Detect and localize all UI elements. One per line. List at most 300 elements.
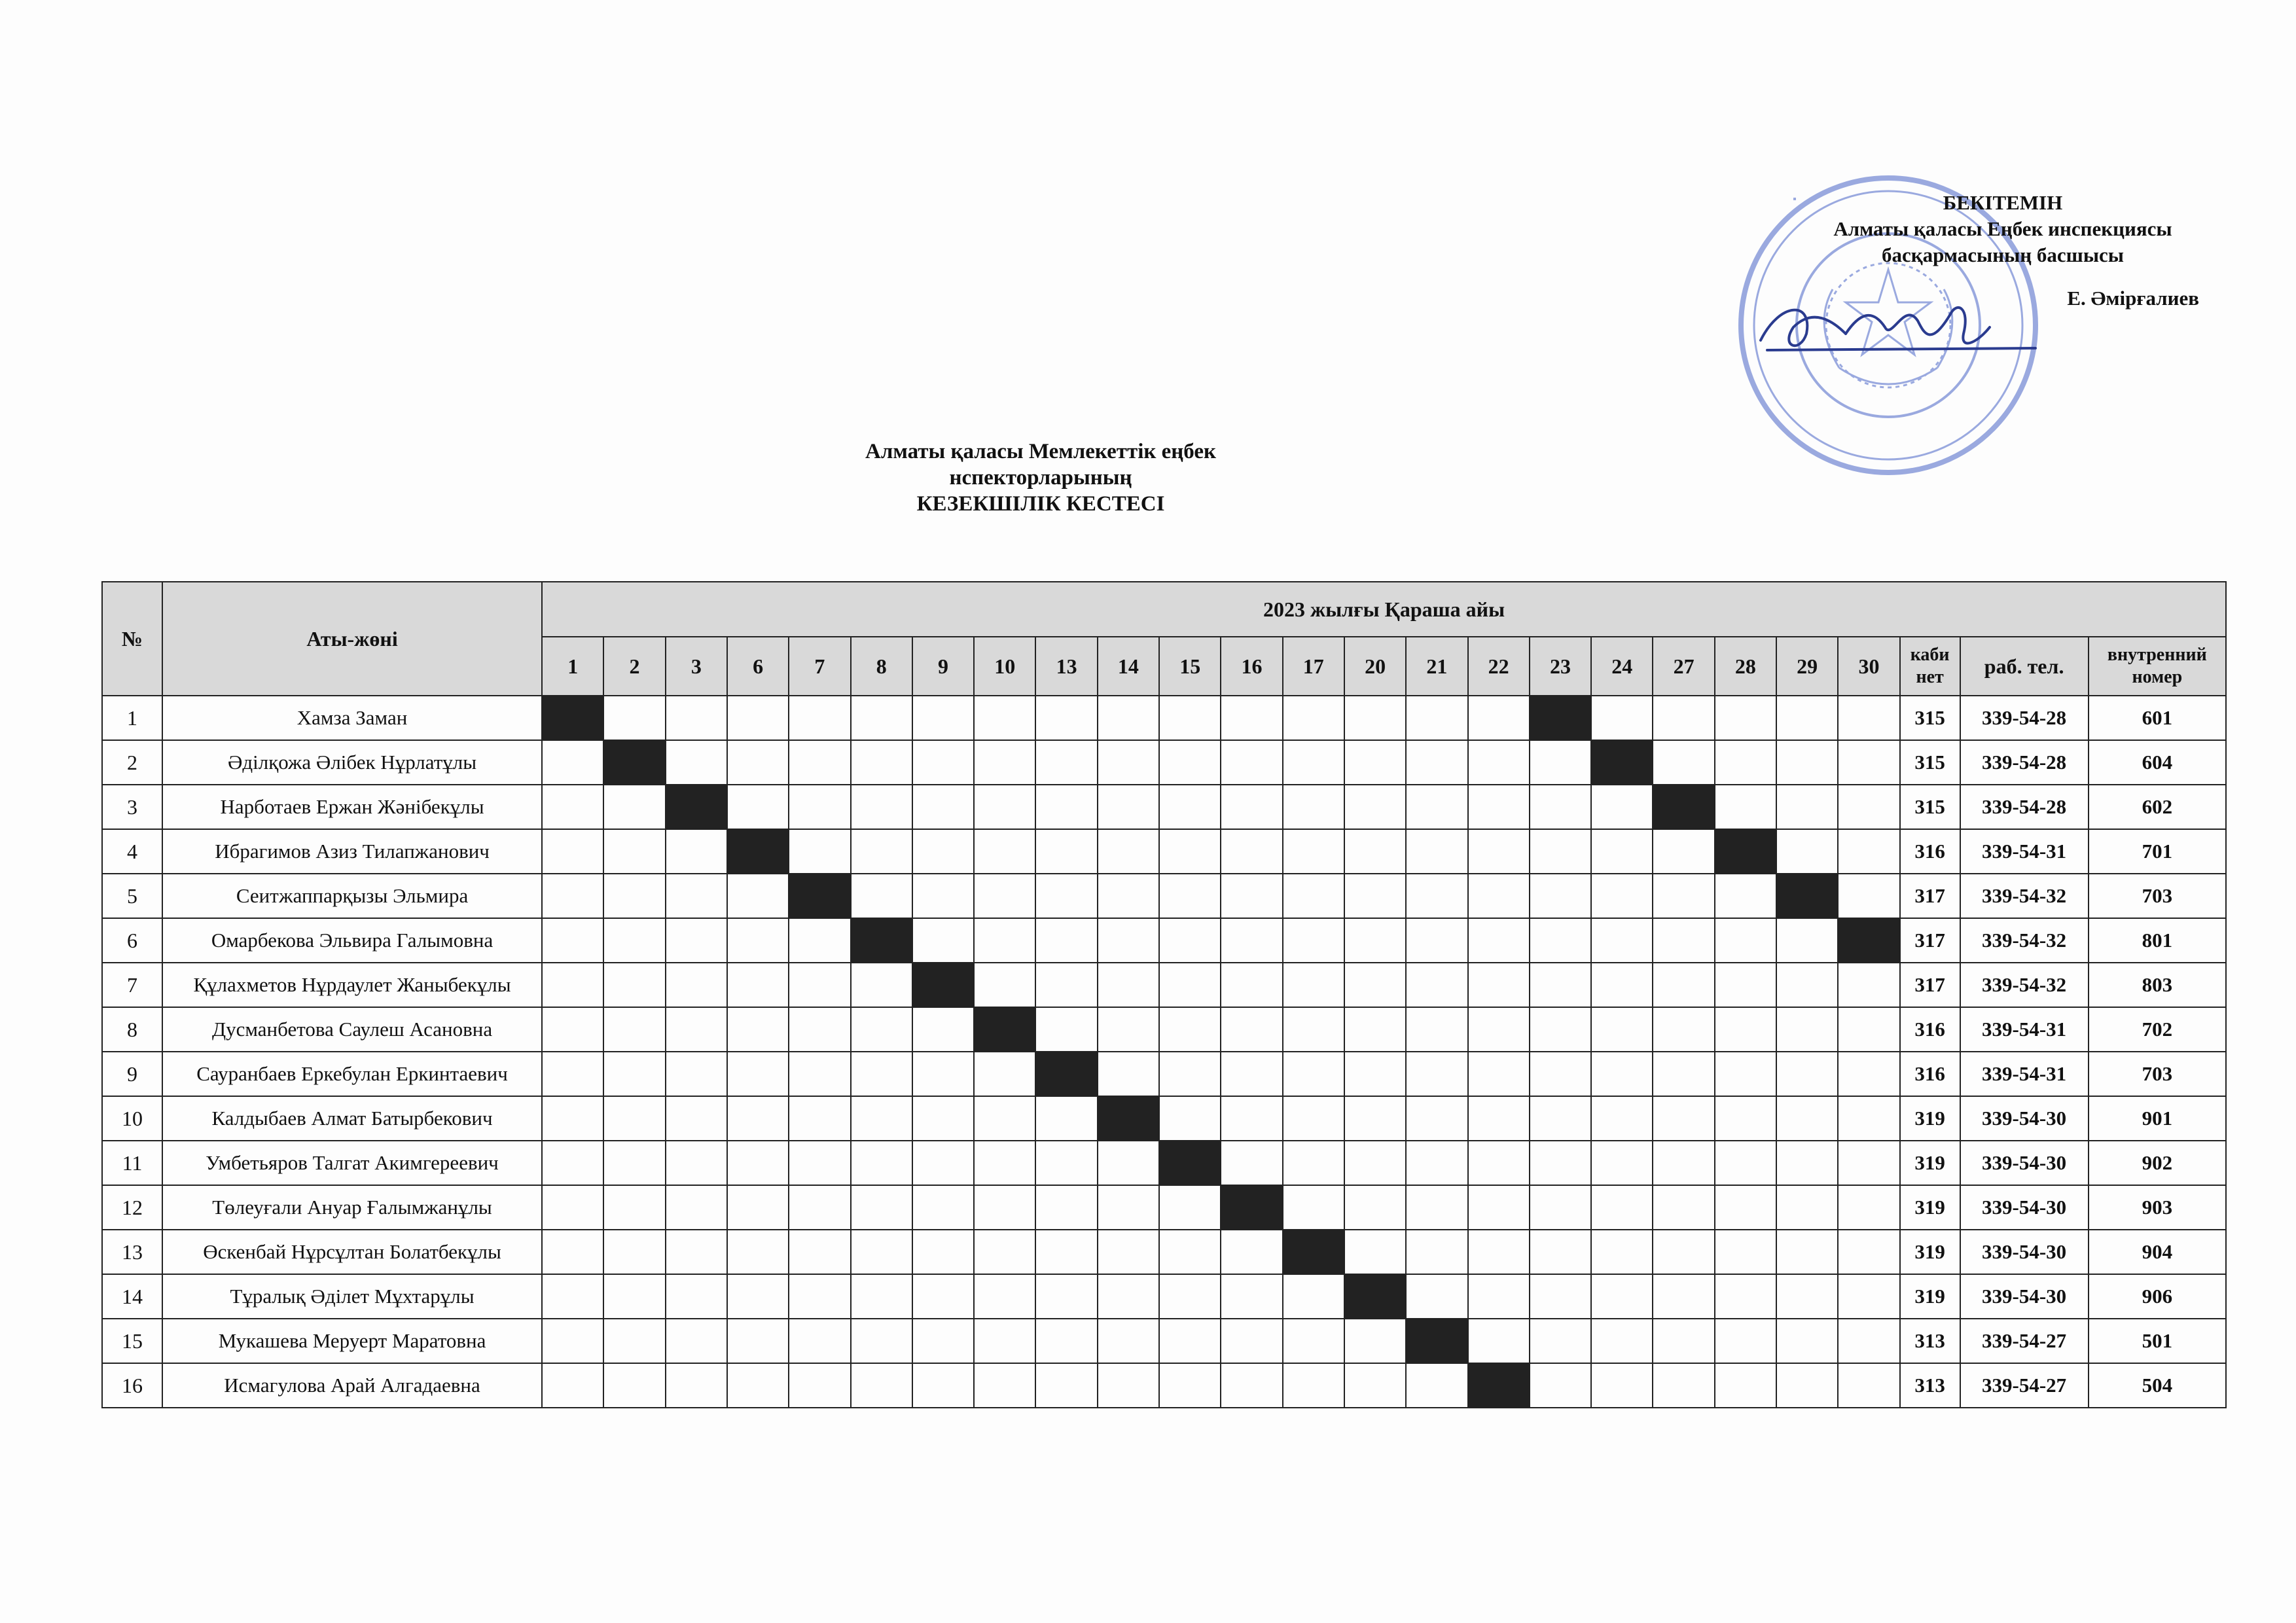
work-phone: 339-54-30 (1960, 1274, 2089, 1319)
duty-cell-empty (1468, 1052, 1530, 1096)
duty-cell-empty (542, 785, 603, 829)
duty-cell-empty (1344, 740, 1406, 785)
duty-cell-empty (1035, 696, 1097, 740)
duty-cell-empty (727, 1363, 789, 1408)
table-row (102, 1230, 2226, 1274)
duty-cell-empty (1715, 1274, 1776, 1319)
duty-cell-empty (912, 1096, 974, 1141)
duty-cell-empty (1283, 1096, 1344, 1141)
duty-cell-empty (789, 1274, 850, 1319)
duty-cell-empty (1283, 696, 1344, 740)
duty-cell-empty (666, 829, 727, 874)
inspector-name: Өскенбай Нұрсұлтан Болатбекұлы (162, 1230, 542, 1274)
duty-cell-filled (1591, 740, 1653, 785)
duty-cell-empty (542, 1141, 603, 1185)
header-day: 15 (1159, 637, 1221, 696)
duty-cell-empty (1530, 963, 1591, 1007)
duty-cell-empty (1530, 1007, 1591, 1052)
internal-number: 703 (2089, 874, 2226, 918)
duty-cell-empty (1221, 829, 1282, 874)
duty-cell-empty (1653, 1052, 1714, 1096)
work-phone: 339-54-31 (1960, 1007, 2089, 1052)
duty-cell-empty (1221, 1319, 1282, 1363)
duty-cell-empty (542, 1052, 603, 1096)
duty-cell-empty (1653, 963, 1714, 1007)
duty-cell-empty (1653, 829, 1714, 874)
duty-cell-empty (1530, 740, 1591, 785)
duty-cell-empty (912, 785, 974, 829)
cabinet-number: 319 (1900, 1096, 1960, 1141)
duty-cell-empty (1221, 1096, 1282, 1141)
duty-cell-empty (1159, 963, 1221, 1007)
duty-cell-empty (1098, 1052, 1159, 1096)
document-title (707, 438, 1374, 517)
duty-cell-empty (1098, 1230, 1159, 1274)
duty-cell-empty (974, 696, 1035, 740)
table-row (102, 696, 2226, 740)
duty-cell-empty (1283, 1052, 1344, 1096)
duty-cell-empty (1344, 1007, 1406, 1052)
duty-cell-empty (1468, 740, 1530, 785)
duty-cell-empty (1468, 829, 1530, 874)
duty-cell-empty (1035, 874, 1097, 918)
duty-cell-empty (666, 1052, 727, 1096)
duty-cell-empty (1468, 1319, 1530, 1363)
table-row (102, 874, 2226, 918)
duty-cell-empty (1468, 874, 1530, 918)
duty-cell-empty (1283, 1319, 1344, 1363)
table-row (102, 1141, 2226, 1185)
duty-cell-empty (1591, 1096, 1653, 1141)
inspector-name: Ибрагимов Азиз Тилапжанович (162, 829, 542, 874)
duty-cell-empty (1591, 1230, 1653, 1274)
duty-cell-empty (1591, 1007, 1653, 1052)
duty-cell-empty (1283, 1141, 1344, 1185)
duty-cell-empty (789, 696, 850, 740)
duty-cell-empty (1221, 1230, 1282, 1274)
duty-cell-empty (1035, 963, 1097, 1007)
duty-cell-empty (1406, 963, 1467, 1007)
duty-cell-empty (1406, 785, 1467, 829)
duty-cell-empty (603, 1007, 665, 1052)
duty-cell-empty (1715, 1096, 1776, 1141)
duty-cell-empty (1035, 1096, 1097, 1141)
header-day: 27 (1653, 637, 1714, 696)
duty-cell-empty (1344, 874, 1406, 918)
duty-cell-filled (1035, 1052, 1097, 1096)
inspector-name: Тұралық Әділет Мұхтарұлы (162, 1274, 542, 1319)
duty-cell-empty (912, 1185, 974, 1230)
duty-cell-empty (851, 1185, 912, 1230)
duty-cell-empty (1653, 740, 1714, 785)
duty-cell-empty (603, 1141, 665, 1185)
duty-cell-empty (1530, 1185, 1591, 1230)
work-phone: 339-54-30 (1960, 1096, 2089, 1141)
cabinet-number: 319 (1900, 1274, 1960, 1319)
row-number: 10 (102, 1096, 162, 1141)
duty-cell-empty (1838, 785, 1899, 829)
duty-cell-empty (912, 874, 974, 918)
duty-cell-empty (1653, 1185, 1714, 1230)
row-number: 7 (102, 963, 162, 1007)
duty-cell-empty (789, 1319, 850, 1363)
duty-cell-empty (1653, 1230, 1714, 1274)
duty-cell-empty (1776, 1319, 1838, 1363)
duty-cell-empty (727, 1141, 789, 1185)
duty-cell-empty (1159, 1230, 1221, 1274)
duty-cell-empty (1591, 1185, 1653, 1230)
duty-cell-empty (1344, 829, 1406, 874)
header-day: 3 (666, 637, 727, 696)
row-number: 1 (102, 696, 162, 740)
duty-cell-empty (1591, 1274, 1653, 1319)
duty-cell-empty (1035, 829, 1097, 874)
duty-cell-empty (1159, 1007, 1221, 1052)
duty-cell-filled (666, 785, 727, 829)
duty-cell-empty (1715, 1230, 1776, 1274)
duty-cell-empty (1776, 1185, 1838, 1230)
duty-cell-empty (727, 740, 789, 785)
duty-cell-empty (1653, 918, 1714, 963)
work-phone: 339-54-31 (1960, 829, 2089, 874)
duty-cell-empty (1283, 963, 1344, 1007)
duty-cell-empty (974, 874, 1035, 918)
cabinet-number: 315 (1900, 785, 1960, 829)
internal-number: 601 (2089, 696, 2226, 740)
duty-cell-empty (1591, 1319, 1653, 1363)
cabinet-number: 313 (1900, 1363, 1960, 1408)
duty-cell-empty (1591, 1052, 1653, 1096)
work-phone: 339-54-30 (1960, 1230, 2089, 1274)
duty-cell-empty (912, 1141, 974, 1185)
duty-cell-empty (603, 874, 665, 918)
duty-cell-empty (1530, 785, 1591, 829)
duty-schedule-table (101, 581, 2227, 1408)
duty-cell-empty (727, 1230, 789, 1274)
duty-cell-empty (1221, 1052, 1282, 1096)
duty-cell-empty (851, 1007, 912, 1052)
duty-cell-empty (603, 785, 665, 829)
duty-cell-empty (1283, 829, 1344, 874)
duty-cell-empty (974, 1363, 1035, 1408)
duty-cell-empty (1468, 696, 1530, 740)
duty-cell-empty (666, 1319, 727, 1363)
duty-cell-empty (1715, 1141, 1776, 1185)
duty-cell-empty (1221, 785, 1282, 829)
duty-cell-empty (1530, 1096, 1591, 1141)
duty-cell-empty (1159, 1319, 1221, 1363)
duty-cell-empty (851, 785, 912, 829)
row-number: 5 (102, 874, 162, 918)
duty-cell-filled (974, 1007, 1035, 1052)
cabinet-number: 316 (1900, 1052, 1960, 1096)
duty-cell-empty (603, 1319, 665, 1363)
duty-cell-empty (851, 1319, 912, 1363)
duty-cell-empty (1344, 1363, 1406, 1408)
cabinet-number: 317 (1900, 874, 1960, 918)
duty-cell-empty (1283, 1363, 1344, 1408)
duty-cell-empty (1653, 874, 1714, 918)
duty-cell-empty (912, 1007, 974, 1052)
duty-cell-empty (542, 1007, 603, 1052)
duty-cell-empty (1468, 1185, 1530, 1230)
duty-cell-empty (1838, 874, 1899, 918)
duty-cell-filled (1468, 1363, 1530, 1408)
duty-cell-empty (1159, 829, 1221, 874)
duty-cell-empty (1468, 1141, 1530, 1185)
duty-cell-empty (1035, 1363, 1097, 1408)
work-phone: 339-54-28 (1960, 785, 2089, 829)
cabinet-number: 313 (1900, 1319, 1960, 1363)
approval-heading: БЕКІТЕМІН (1943, 191, 2063, 214)
duty-cell-empty (1653, 1274, 1714, 1319)
duty-cell-empty (1468, 963, 1530, 1007)
approval-line-2: басқармасының басшысы (1881, 243, 2125, 266)
table-row (102, 1185, 2226, 1230)
duty-cell-empty (1035, 1230, 1097, 1274)
table-row (102, 1319, 2226, 1363)
table-row (102, 963, 2226, 1007)
duty-cell-empty (1035, 1185, 1097, 1230)
duty-cell-empty (666, 1185, 727, 1230)
duty-cell-empty (542, 963, 603, 1007)
duty-cell-empty (1838, 1319, 1899, 1363)
duty-cell-empty (542, 1319, 603, 1363)
duty-cell-empty (1159, 1185, 1221, 1230)
work-phone: 339-54-32 (1960, 963, 2089, 1007)
duty-cell-empty (666, 1363, 727, 1408)
duty-cell-empty (1098, 918, 1159, 963)
duty-cell-empty (603, 829, 665, 874)
row-number: 2 (102, 740, 162, 785)
duty-cell-empty (1406, 1096, 1467, 1141)
duty-cell-empty (542, 874, 603, 918)
duty-cell-empty (727, 1319, 789, 1363)
duty-cell-empty (1406, 1230, 1467, 1274)
duty-cell-empty (542, 1274, 603, 1319)
duty-cell-empty (727, 696, 789, 740)
internal-number: 604 (2089, 740, 2226, 785)
duty-cell-empty (727, 874, 789, 918)
duty-cell-empty (974, 1185, 1035, 1230)
cabinet-number: 316 (1900, 1007, 1960, 1052)
duty-cell-empty (1838, 1096, 1899, 1141)
duty-cell-empty (1098, 874, 1159, 918)
duty-cell-empty (727, 785, 789, 829)
header-day: 23 (1530, 637, 1591, 696)
duty-cell-empty (1776, 963, 1838, 1007)
duty-cell-empty (1715, 1363, 1776, 1408)
duty-cell-empty (1776, 740, 1838, 785)
duty-cell-empty (1035, 1007, 1097, 1052)
internal-number: 504 (2089, 1363, 2226, 1408)
duty-cell-empty (789, 1141, 850, 1185)
duty-cell-empty (727, 963, 789, 1007)
header-internal: внутренний номер (2089, 637, 2226, 696)
duty-cell-empty (1468, 1230, 1530, 1274)
duty-cell-empty (1591, 874, 1653, 918)
duty-cell-empty (1591, 918, 1653, 963)
duty-cell-empty (974, 918, 1035, 963)
header-day: 9 (912, 637, 974, 696)
duty-cell-empty (1159, 1052, 1221, 1096)
duty-cell-empty (789, 1185, 850, 1230)
duty-cell-empty (1406, 740, 1467, 785)
duty-cell-empty (1776, 1052, 1838, 1096)
duty-cell-empty (1344, 963, 1406, 1007)
duty-cell-empty (1283, 918, 1344, 963)
duty-cell-empty (666, 918, 727, 963)
header-day: 1 (542, 637, 603, 696)
duty-cell-empty (1035, 740, 1097, 785)
duty-cell-empty (603, 1274, 665, 1319)
duty-cell-filled (1159, 1141, 1221, 1185)
duty-cell-empty (1098, 1007, 1159, 1052)
duty-cell-empty (974, 1319, 1035, 1363)
table-row (102, 1007, 2226, 1052)
duty-cell-filled (603, 740, 665, 785)
duty-cell-empty (1159, 785, 1221, 829)
work-phone: 339-54-32 (1960, 874, 2089, 918)
schedule-body (102, 696, 2226, 1408)
approval-block (1793, 190, 2212, 312)
header-day: 20 (1344, 637, 1406, 696)
internal-number: 801 (2089, 918, 2226, 963)
table-row (102, 1363, 2226, 1408)
duty-cell-empty (542, 740, 603, 785)
inspector-name: Сеитжаппарқызы Эльмира (162, 874, 542, 918)
internal-number: 803 (2089, 963, 2226, 1007)
duty-cell-empty (1530, 1274, 1591, 1319)
duty-cell-empty (912, 696, 974, 740)
duty-cell-empty (666, 1141, 727, 1185)
duty-cell-empty (727, 918, 789, 963)
duty-cell-empty (1653, 1007, 1714, 1052)
duty-cell-empty (851, 1274, 912, 1319)
cabinet-number: 319 (1900, 1141, 1960, 1185)
duty-cell-empty (1530, 1319, 1591, 1363)
duty-cell-empty (542, 1185, 603, 1230)
duty-cell-empty (603, 1052, 665, 1096)
duty-cell-empty (1530, 1230, 1591, 1274)
duty-cell-empty (1344, 918, 1406, 963)
duty-cell-empty (974, 1274, 1035, 1319)
duty-cell-empty (727, 1185, 789, 1230)
work-phone: 339-54-32 (1960, 918, 2089, 963)
header-day: 8 (851, 637, 912, 696)
duty-cell-empty (1159, 1363, 1221, 1408)
duty-cell-empty (912, 1052, 974, 1096)
row-number: 9 (102, 1052, 162, 1096)
duty-cell-empty (1653, 1096, 1714, 1141)
duty-cell-empty (789, 740, 850, 785)
duty-cell-empty (1221, 696, 1282, 740)
cabinet-number: 315 (1900, 696, 1960, 740)
duty-cell-empty (1776, 829, 1838, 874)
duty-cell-empty (603, 1363, 665, 1408)
duty-cell-empty (1406, 829, 1467, 874)
duty-cell-empty (1221, 1141, 1282, 1185)
inspector-name: Төлеуғали Ануар Ғалымжанұлы (162, 1185, 542, 1230)
duty-cell-empty (542, 1363, 603, 1408)
header-month: 2023 жылғы Қараша айы (542, 582, 2226, 637)
duty-cell-empty (851, 963, 912, 1007)
duty-cell-empty (666, 1096, 727, 1141)
duty-cell-empty (542, 829, 603, 874)
inspector-name: Хамза Заман (162, 696, 542, 740)
work-phone: 339-54-28 (1960, 696, 2089, 740)
duty-cell-empty (1715, 1007, 1776, 1052)
inspector-name: Калдыбаев Алмат Батырбекович (162, 1096, 542, 1141)
duty-cell-empty (1838, 696, 1899, 740)
duty-cell-empty (1035, 1274, 1097, 1319)
duty-cell-empty (974, 740, 1035, 785)
duty-cell-empty (1159, 874, 1221, 918)
duty-cell-empty (1406, 696, 1467, 740)
duty-cell-empty (1406, 1007, 1467, 1052)
duty-cell-empty (1715, 918, 1776, 963)
duty-cell-empty (1406, 874, 1467, 918)
internal-number: 901 (2089, 1096, 2226, 1141)
cabinet-number: 317 (1900, 918, 1960, 963)
cabinet-number: 315 (1900, 740, 1960, 785)
duty-cell-empty (1591, 963, 1653, 1007)
duty-cell-empty (1653, 696, 1714, 740)
table-row (102, 785, 2226, 829)
duty-cell-empty (1530, 874, 1591, 918)
inspector-name: Құлахметов Нұрдаулет Жаныбекұлы (162, 963, 542, 1007)
duty-cell-empty (851, 1052, 912, 1096)
duty-cell-empty (1838, 1185, 1899, 1230)
table-row (102, 918, 2226, 963)
duty-cell-empty (1035, 1319, 1097, 1363)
inspector-name: Сауранбаев Еркебулан Еркинтаевич (162, 1052, 542, 1096)
header-day: 30 (1838, 637, 1899, 696)
duty-cell-empty (1838, 1363, 1899, 1408)
inspector-name: Исмагулова Арай Алгадаевна (162, 1363, 542, 1408)
cabinet-number: 319 (1900, 1230, 1960, 1274)
duty-cell-filled (1283, 1230, 1344, 1274)
duty-cell-empty (1221, 740, 1282, 785)
duty-cell-empty (1159, 696, 1221, 740)
duty-cell-empty (1715, 1052, 1776, 1096)
work-phone: 339-54-27 (1960, 1319, 2089, 1363)
duty-cell-empty (1838, 1274, 1899, 1319)
duty-cell-filled (912, 963, 974, 1007)
header-row-top (102, 582, 2226, 637)
row-number: 16 (102, 1363, 162, 1408)
duty-cell-empty (1776, 1141, 1838, 1185)
internal-number: 702 (2089, 1007, 2226, 1052)
duty-cell-empty (1776, 1230, 1838, 1274)
duty-cell-empty (1035, 1141, 1097, 1185)
row-number: 4 (102, 829, 162, 874)
duty-cell-empty (603, 918, 665, 963)
duty-cell-empty (1344, 785, 1406, 829)
duty-cell-empty (912, 1363, 974, 1408)
header-name: Аты-жөні (162, 582, 542, 696)
duty-cell-empty (974, 963, 1035, 1007)
duty-cell-empty (1591, 1363, 1653, 1408)
header-phone: раб. тел. (1960, 637, 2089, 696)
duty-cell-empty (1159, 1274, 1221, 1319)
row-number: 6 (102, 918, 162, 963)
duty-cell-empty (1098, 1185, 1159, 1230)
duty-cell-empty (1715, 874, 1776, 918)
duty-cell-empty (1776, 785, 1838, 829)
duty-cell-empty (789, 1007, 850, 1052)
duty-cell-empty (542, 1230, 603, 1274)
